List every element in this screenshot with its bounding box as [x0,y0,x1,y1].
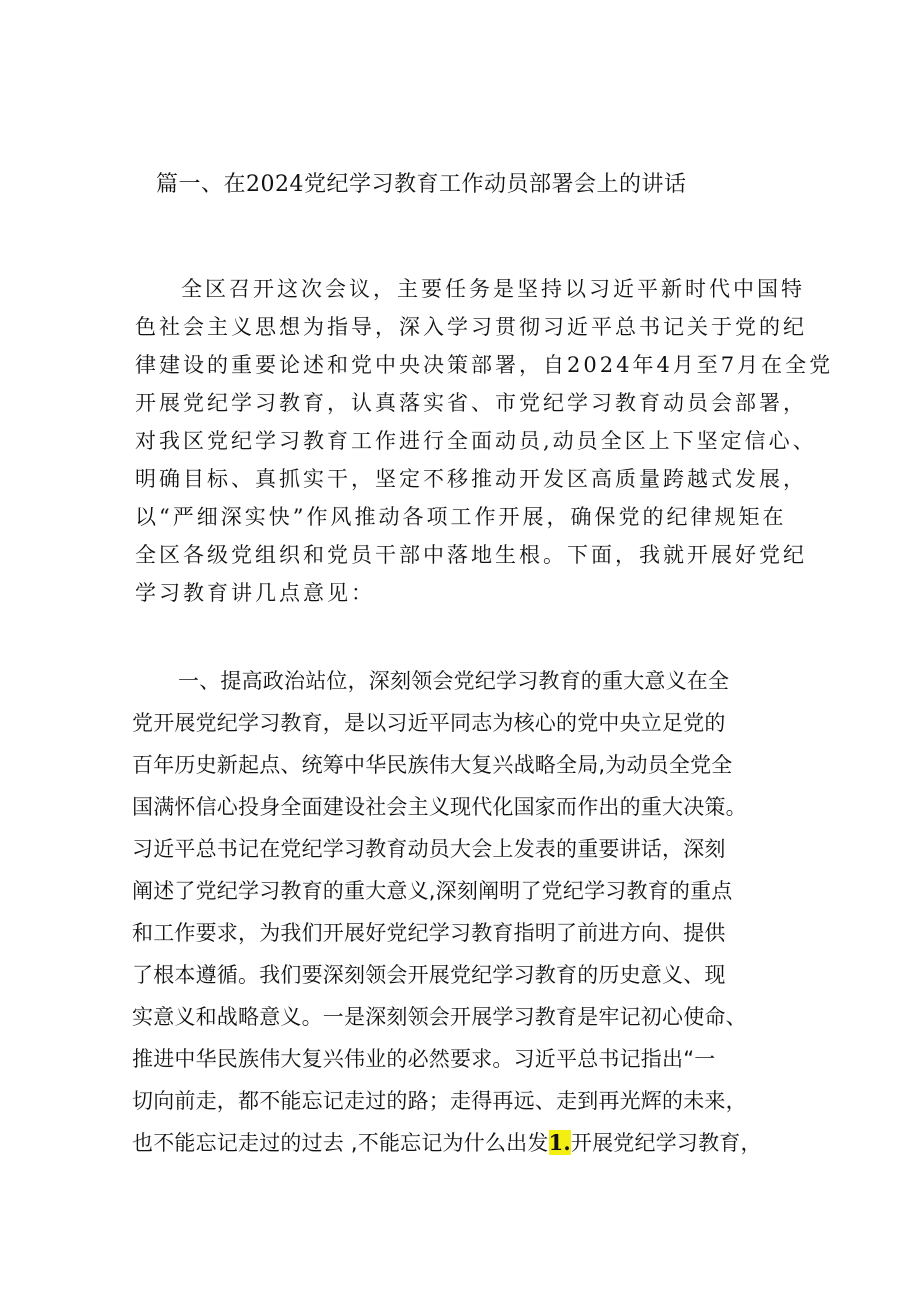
text-line: 国满怀信心投身全面建设社会主义现代化国家而作出的重大决策。 [132,795,747,819]
text-line-with-highlight [132,1122,812,1164]
text-line: 阐述了党纪学习教育的重大意义,深刻阐明了党纪学习教育的重点 [132,879,733,903]
text-line: 全区各级党组织和党员干部中落地生根。下面，我就开展好党纪 [135,543,807,567]
section-heading-line: 一、提高政治站位，深刻领会党纪学习教育的重大意义在全 [178,669,730,693]
text-line: 习近平总书记在党纪学习教育动员大会上发表的重要讲话，深刻 [132,837,726,861]
text-line: 律建设的重要论述和党中央决策部署，自2024年4月至7月在全党 [135,353,834,377]
text-line: 实意义和战略意义。一是深刻领会开展学习教育是牢记初心使命、 [132,1005,747,1029]
text-line: 党开展党纪学习教育，是以习近平同志为核心的党中央立足党的 [132,711,726,735]
text-line: 全区召开这次会议，主要任务是坚持以习近平新时代中国特 [181,277,805,301]
text-line: 以“严细深实快”作风推动各项工作开展，确保党的纪律规矩在 [135,505,787,529]
text-line: 了根本遵循。我们要深刻领会开展党纪学习教育的历史意义、现 [132,963,726,987]
highlighted-number: 1. [548,1130,571,1155]
text-line: 明确目标、真抓实干，坚定不移推动开发区高质量跨越式发展， [135,467,807,491]
text-line: 推进中华民族伟大复兴伟业的必然要求。习近平总书记指出“一 [132,1047,716,1071]
text-segment: 开展党纪学习教育， [570,1131,762,1155]
text-line: 切向前走，都不能忘记走过的路；走得再远、走到再光辉的未来， [132,1089,747,1113]
text-line: 学习教育讲几点意见： [135,581,375,605]
text-segment: 也不能忘记走过的过去 ,不能忘记为什么出发 [132,1131,549,1155]
text-line: 对我区党纪学习教育工作进行全面动员,动员全区上下坚定信心、 [135,429,817,453]
text-line: 百年历史新起点、统筹中华民族伟大复兴战略全局,为动员全党全 [132,753,733,777]
document-title: 篇一、在2024党纪学习教育工作动员部署会上的讲话 [156,172,687,197]
intro-paragraph [135,270,834,612]
text-line: 色社会主义思想为指导，深入学习贯彻习近平总书记关于党的纪 [135,315,807,339]
text-line: 和工作要求，为我们开展好党纪学习教育指明了前进方向、提供 [132,921,726,945]
text-line: 开展党纪学习教育，认真落实省、市党纪学习教育动员会部署， [135,391,807,415]
section-one-paragraph [132,660,812,1164]
